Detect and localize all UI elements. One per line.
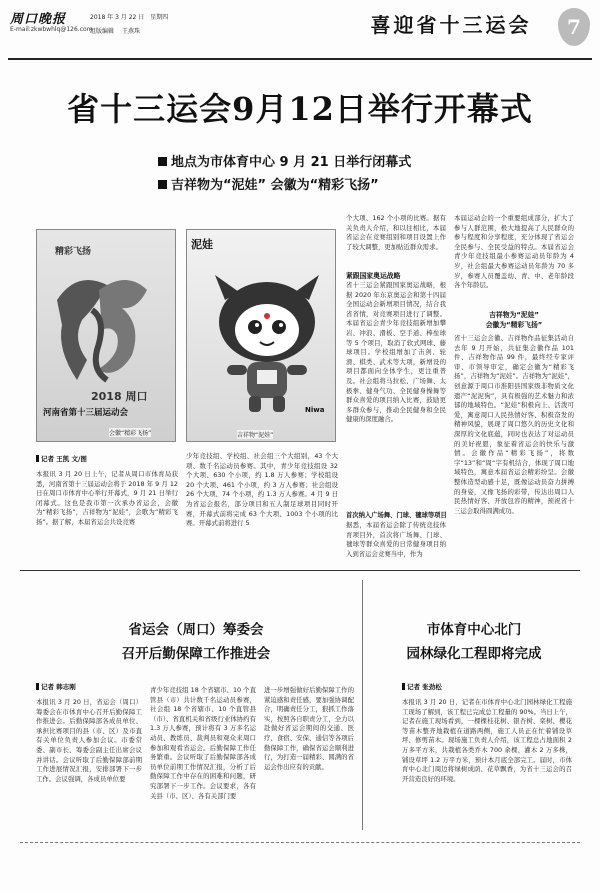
- article-col1: 本报讯 3 月 20 日上午，记者从周口市体育局获悉，河南省第十三届运动会将于 2018 年 9 月 12 日在周口市体育中心举行开幕式，9 月 21 日举行闭幕式。这也是我市第一次承办省运会，会徽为“精彩飞扬”，吉祥物为“泥娃”，会歌为“精彩飞扬”。据了解，本届省运会共设竞赛: [36, 470, 178, 526]
- subhead-text: 地点为市体育中心 9 月 21 日举行闭幕式: [171, 155, 412, 170]
- date-text: 2018 年 3 月 22 日: [90, 14, 145, 21]
- byline-text: 记者 王凯 文/图: [41, 455, 87, 463]
- landscaping-byline: [402, 682, 442, 691]
- footer-rule: [20, 842, 580, 843]
- mascot-tag: Niwa: [305, 406, 325, 414]
- byline-bar-icon: [36, 683, 39, 690]
- article-col3b: 省十三运会会徽、吉祥物作品征集活动自去年 9 月开始，共征集会徽作品 101 件、吉祥物作品 99 件，最终经专家评审、市领导审定，确定会徽为“精彩飞扬”，吉祥物为“泥娃”。吉祥物为“泥娃”，创意源于周口市淮阳县国家级非物质文化遗产“泥泥狗”，具有极强的艺术魅力和浓郁的地域特色。“泥娃”积极向上、活泼可爱，寓意周口人民热情好客、积极奋发的精神风貌，展现了周口悠久的历史文化和深厚的文化底蕴，同时也表达了对运动员的美好祝愿，象征着省运会的快乐与激情。会徽作品“精彩飞扬”，将数字“13”和“周“字有机结合，体现了周口地域特色，寓意本届省运会精彩纷呈。会徽整体造型动感十足，既像运动员奋力拼搏的身姿，又像飞扬的彩带，传达出周口人民热情好客、开放包容的精神，预祝省十三运会取得圆满成功。: [454, 334, 574, 515]
- byline-bar-icon: [36, 455, 39, 462]
- weekday-text: 星期四: [150, 14, 169, 21]
- meeting-byline: [36, 682, 76, 691]
- main-headline: 省十三运会9月12日举行开幕式: [67, 90, 533, 128]
- article-byline: [36, 454, 87, 463]
- page-number: 7: [558, 8, 590, 46]
- editor-label: 组版编辑: [90, 28, 115, 35]
- emblem-year: 2018 周口: [91, 390, 148, 403]
- header-rule: [8, 58, 592, 60]
- meeting-col3: 进一步增强做好后勤保障工作的紧迫感和责任感，要加强协调配合，明确责任分工，狠抓工作落实，按照各自职责分工，全力以赴做好省运会期间的交通、医疗、食宿、安保、通信等各项后勤保障工作，确保省运会顺利进行，为打造一届精彩、圆满的省运会作出应有的贡献。: [264, 686, 354, 771]
- section-title: 喜迎省十三运会: [370, 12, 532, 37]
- byline-text: 记者 张劲松: [407, 683, 442, 691]
- meeting-headline: 省运会（周口）筹委会 召开后勤保障工作推进会: [121, 622, 271, 662]
- masthead: [8, 6, 592, 60]
- mascot-photo: [186, 229, 336, 442]
- column-divider: [362, 580, 363, 830]
- landscaping-body: 本报讯 3 月 20 日，记者在市体育中心北门园林绿化工程施工现场了解到，该工程已完成总工程量的 90%。当日上午，记者在施工现场看到，一棵棵桂花树、银杏树、栾树、樱花等苗木整齐地栽植在道路两侧，施工人员正在忙着铺设草坪、修剪苗木。现场施工负责人介绍，该工程总占地面积 2 万多平方米，共栽植各类乔木 700 余棵、灌木 2 万多株，铺设草坪 1.2 万平方米，预计本月底全部完工。届时，市体育中心北门周边将绿树成荫、花草飘香，为省十三运会的召开营造良好的环境。: [402, 698, 572, 783]
- mascot-caption: 吉祥物“泥娃”: [237, 432, 274, 439]
- landscaping-headline: 市体育中心北门 园林绿化工程即将完成: [406, 622, 542, 662]
- square-bullet-icon: [158, 180, 167, 189]
- issue-date: [90, 12, 172, 21]
- article-col2a: 个大项、162 个小项的比赛。据有关负责人介绍，和以往相比，本届省运会在竞赛组别和项目设置上作了较大调整，更加贴近群众需求。: [346, 214, 446, 251]
- emblem-photo: [36, 229, 176, 442]
- editor-name: 王燕珠: [121, 28, 140, 35]
- meeting-col2: 青少年竞技组 18 个省辖市、10 个直管县（市）共计数千名运动员参赛，社会组 18 个省辖市、10 个直管县（市）、省直机关和省级行业体协约有 1.3 万人参赛，预计将有 3 万多名运动员、教练员、裁判员和观众来周口参加和观看省运会。后勤保障工作任务繁重。会议听取了后勤保障部各成员单位前期工作情况汇报，分析了后勤保障工作中存在的困难和问题，研究部署下一步工作。会议要求，各有关县（市、区）、各有关部门要: [150, 686, 256, 800]
- article-col3a: 本届运动会的一个重要组成部分，扩大了参与人群范围，极大地提高了人民群众的参与程度和分享程度，充分体现了省运会全民参与、全民受益的特点。本届省运会青少年竞技组最小参赛运动员年龄为 4 岁，社会组最大参赛运动员年龄为 70 多岁，参赛人员覆盖幼、青、中、老年龄段各个年龄层。: [454, 214, 574, 290]
- mascot-label: 泥娃: [191, 238, 213, 251]
- article-col2b: 省十三运会紧跟国家奥运战略，根据 2020 年东京奥运会和第十四届全国运动会新增项目情况，结合我省省情，对竞赛项目进行了调整。本届省运会青少年竞技组新增加攀岩、冲浪、滑板、空手道、棒垒球等 5 个项目，取消了软式网球、藤球项目。学校组增加了击剑、轮滑、棋类、武术等大项，新增设的项目都面向全体学生，更注重普及。社会组将马拉松、广场舞、太极拳、健身气功、全民健身操舞等群众喜爱的项目纳入比赛，鼓励更多群众参与，推动全民健身和全民健康的深度融合。: [346, 281, 446, 424]
- subhead-mascot: [158, 174, 379, 193]
- section-divider: [20, 570, 580, 571]
- square-bullet-icon: [158, 157, 167, 166]
- subhead-venue: [158, 151, 411, 170]
- byline-text: 记者 韩志刚: [41, 683, 76, 691]
- editor-line: [90, 26, 146, 35]
- article-col1b: 少年竞技组、学校组、社会组三个大组别，43 个大项、数千名运动员参赛。其中，青少年竞技组设 32 个大项、630 个小项，约 1.8 万人参赛；学校组设 20 个大项、461 个小项，约 3 万人参赛；社会组设 26 个大项、74 个小项，约 1.3 万人参赛。4 月 9 日为省运会报名，部分项目和五人制足球项目同时开赛，开幕式前将完成 63 个大项、1003 个小项的比赛。开幕式前将进行 5: [186, 452, 338, 528]
- article-col2c: 据悉，本届省运会除了传统竞技体育项目外，首次将广场舞、门球、毽球等群众喜爱的日常健身项目纳入到省运会竞赛当中，作为: [346, 521, 446, 558]
- newspaper-logo: 周口晚报: [10, 12, 67, 27]
- col3-subhead: 吉祥物为“泥娃” 会徽为“精彩飞扬”: [485, 311, 543, 329]
- emblem-label: 精彩飞扬: [55, 247, 92, 257]
- emblem-title: 河南省第十三届运动会: [43, 408, 129, 418]
- emblem-caption: 会徽“精彩飞扬”: [109, 430, 152, 437]
- byline-bar-icon: [402, 683, 405, 690]
- subhead-text: 吉祥物为“泥娃” 会徽为“精彩飞扬”: [171, 178, 379, 193]
- col2-subhead2: 首次纳入广场舞、门球、毽球等项目: [346, 512, 447, 519]
- meeting-col1: 本报讯 3 月 20 日，省运会（周口）筹委会在市体育中心召开后勤保障工作推进会。后勤保障部各成员单位、承担比赛项目的县（市、区）及市直有关单位负责人参加会议。市委常委、副市长、筹委会副主任出席会议并讲话。会议听取了后勤保障部前期工作进展情况汇报，安排部署下一步工作。会议强调，各成员单位要: [36, 698, 142, 783]
- col2-subhead: 紧跟国家奥运战略: [346, 272, 401, 280]
- email-address: E-mail:zkwbwhlq@126.com: [10, 26, 93, 33]
